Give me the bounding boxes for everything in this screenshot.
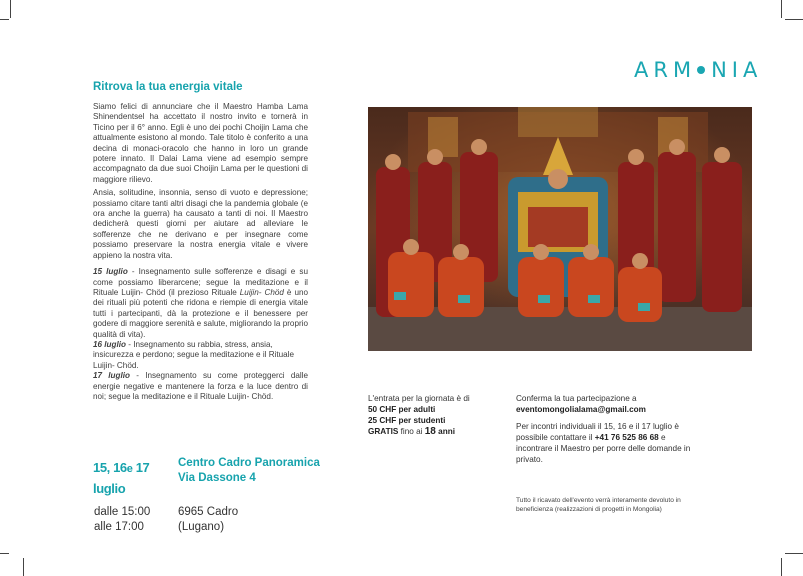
date-month: luglio <box>93 481 126 496</box>
free-label: GRATIS <box>368 427 399 436</box>
individual-meetings-text-end: e incontrare il Maestro per porre delle domande in privato. <box>516 433 691 464</box>
logo-text-left: ARM <box>634 58 697 82</box>
crop-mark <box>785 553 803 554</box>
monks-group-photo <box>368 107 752 351</box>
free-unit: anni <box>438 427 455 436</box>
logo-text-right: NIA <box>711 58 763 82</box>
schedule-date: 17 luglio <box>93 371 130 381</box>
date-conjunction: e <box>126 463 133 475</box>
confirm-text: Conferma la tua partecipazione a <box>516 394 637 403</box>
address-region: (Lugano) <box>178 521 225 533</box>
price-free <box>368 426 498 437</box>
logo-dot-icon <box>697 66 705 74</box>
venue-street: Via Dassone 4 <box>178 472 256 484</box>
venue-address <box>178 505 238 535</box>
intro-paragraph: Siamo felici di annunciare che il Maestro Hamba Lama Shinendentsel ha accettato il nostro invito e tornerà in Ticino per il 6° anno. Egli è uno dei pochi Choijin Lama che attualmente esistono al mondo. Tale titolo è conferito a una decina di monaci-oracolo che hanno in loro un grande potere innato. Il Dalai Lama viene ad esempio sempre accompagnato da due suoi Choijin Lama per le questioni di maggiore rilievo. <box>93 102 308 184</box>
charity-note: Tutto il ricavato dell'evento verrà interamente devoluto in beneficienza (realizzazioni di progetti in Mongolia) <box>516 497 681 513</box>
schedule-italic: Luijin- Chöd <box>239 287 284 297</box>
contact-email[interactable]: eventomongolialama@gmail.com <box>516 405 646 414</box>
crop-mark <box>785 19 803 20</box>
price-students: 25 CHF per studenti <box>368 416 446 425</box>
crop-mark <box>0 553 9 554</box>
schedule-text-end: è uno dei rituali più potenti che ridona e riempie di energia vitale tutti i partecipanti, dà la protezione e il benessere per godere di maggiore serenità e salute, migliorando la proprio qualità di vita). <box>93 287 309 339</box>
schedule-text: - Insegnamento sulle sofferenze e disagi e su come possiamo liberarcene; segue la meditazione e il Rituale Luijin- Chöd (il prezioso Rituale <box>93 267 308 297</box>
event-dates <box>93 458 163 499</box>
event-times <box>94 505 150 535</box>
date-2: 16 <box>113 460 127 475</box>
body-text <box>93 102 308 402</box>
crop-mark <box>781 0 782 18</box>
crop-mark <box>23 558 24 576</box>
crop-mark <box>781 558 782 576</box>
price-adults: 50 CHF per adulti <box>368 405 436 414</box>
date-1: 15, <box>93 460 110 475</box>
time-to: alle 17:00 <box>94 521 144 533</box>
crop-mark <box>10 0 11 18</box>
contact-info <box>516 393 694 471</box>
schedule-date: 15 luglio <box>93 267 128 277</box>
address-city: 6965 Cadro <box>178 506 239 518</box>
venue-name: Centro Cadro Panoramica <box>178 457 320 469</box>
schedule-text: - Insegnamento su rabbia, stress, ansia, insicurezza e perdono; segue la meditazione e il Rituale Luijin- Chöd. <box>93 339 294 370</box>
free-age: 18 <box>424 426 436 437</box>
entry-intro: L'entrata per la giornata è di <box>368 394 470 403</box>
entry-prices <box>368 393 498 437</box>
page-title: Ritrova la tua energia vitale <box>93 81 243 93</box>
armonia-logo <box>634 58 762 82</box>
date-3: 17 <box>135 460 150 475</box>
time-from: dalle 15:00 <box>94 506 151 518</box>
schedule-date: 16 luglio <box>93 339 126 349</box>
schedule-item <box>93 267 308 340</box>
venue <box>178 456 320 486</box>
schedule-item <box>93 371 308 402</box>
schedule-item <box>93 340 308 371</box>
schedule-text: - Insegnamento su come proteggerci dalle energie negative e mantenere la forza e la luce dentro di noi; segue la meditazione e il Rituale Luijin- Chöd. <box>93 371 308 401</box>
individual-meetings-text: Per incontri individuali il 15, 16 e il 17 luglio è possibile contattare il <box>516 422 679 442</box>
paragraph-2: Ansia, solitudine, insonnia, senso di vuoto e depressione; possiamo citare tanti altri disagi che la pandemia globale (e ora anche la guerra) ha causato a tanti di noi. Il Maestro dedicherà questi giorni per aiutare ad alleviare le sofferenze che ne derivano e per insegnare come possiamo preservare la nostra energia vitale e vivere appieno la nostra vita. <box>93 188 308 260</box>
free-mid: fino ai <box>400 427 423 436</box>
contact-phone[interactable]: +41 76 525 86 68 <box>594 433 659 442</box>
crop-mark <box>0 19 9 20</box>
